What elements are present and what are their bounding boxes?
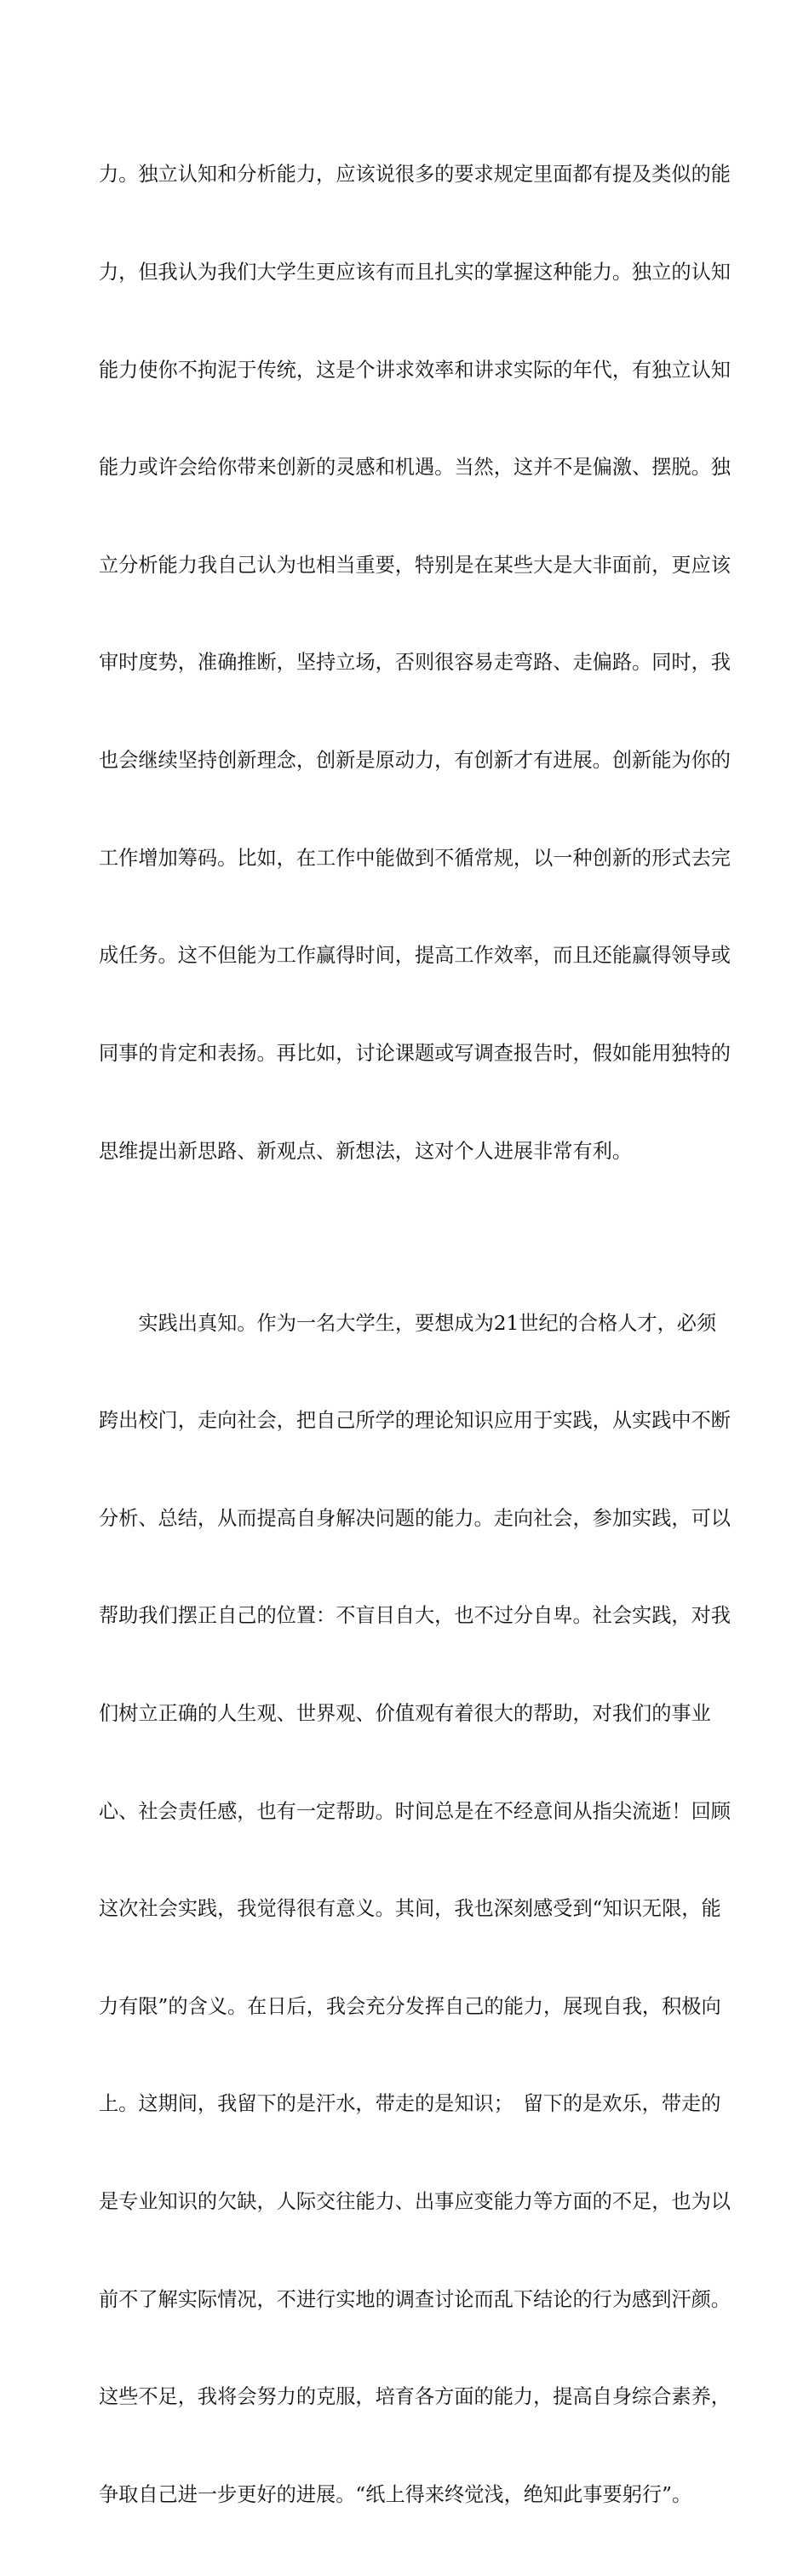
paragraph-line: 也会继续坚持创新理念，创新是原动力，有创新才有进展。创新能为你的 bbox=[99, 749, 731, 773]
paragraph-line: 前不了解实际情况，不进行实地的调查讨论而乱下结论的行为感到汗颜。 bbox=[99, 2287, 731, 2311]
paragraph-line: 同事的肯定和表扬。再比如，讨论课题或写调查报告时，假如能用独特的 bbox=[99, 1041, 731, 1065]
paragraph-line: 立分析能力我自己认为也相当重要，特别是在某些大是大非面前，更应该 bbox=[99, 553, 731, 577]
paragraph-line: 能力或许会给你带来创新的灵感和机遇。当然，这并不是偏激、摆脱。独 bbox=[99, 456, 731, 480]
paragraph-line: 成任务。这不但能为工作赢得时间，提高工作效率，而且还能赢得领导或 bbox=[99, 944, 731, 968]
document-body bbox=[99, 94, 731, 2576]
paragraph-line: 是专业知识的欠缺，人际交往能力、出事应变能力等方面的不足，也为以 bbox=[99, 2190, 731, 2213]
paragraph-line: 力。独立认知和分析能力，应该说很多的要求规定里面都有提及类似的能 bbox=[99, 163, 731, 187]
paragraph-line: 上。这期间，我留下的是汗水，带走的是知识； 留下的是欢乐，带走的 bbox=[99, 2092, 721, 2116]
paragraph-line: 心、社会责任感，也有一定帮助。时间总是在不经意间从指尖流逝！回顾 bbox=[99, 1799, 731, 1823]
paragraph-line: 思维提出新思路、新观点、新想法，这对个人进展非常有利。 bbox=[99, 1139, 633, 1163]
paragraph-line: 工作增加筹码。比如，在工作中能做到不循常规，以一种创新的形式去完 bbox=[99, 846, 731, 870]
paragraph-line: 分析、总结，从而提高自身解决问题的能力。走向社会，参加实践，可以 bbox=[99, 1506, 731, 1530]
paragraph-line: 跨出校门，走向社会，把自己所学的理论知识应用于实践，从实践中不断 bbox=[99, 1409, 731, 1433]
paragraph-1 bbox=[99, 94, 731, 1233]
paragraph-line: 力有限”的含义。在日后，我会充分发挥自己的能力，展现自我，积极向 bbox=[99, 1994, 721, 2018]
paragraph-line: 争取自己进一步更好的进展。“纸上得来终觉浅，绝知此事要躬行”。 bbox=[99, 2482, 692, 2506]
paragraph-line: 帮助我们摆正自己的位置：不盲目自大，也不过分自卑。社会实践，对我 bbox=[99, 1604, 731, 1628]
paragraph-line: 这些不足，我将会努力的克服，培育各方面的能力，提高自身综合素养， bbox=[99, 2385, 731, 2409]
paragraph-2 bbox=[99, 1242, 731, 2576]
paragraph-first-line: 实践出真知。作为一名大学生，要想成为21世纪的合格人才，必须 bbox=[138, 1311, 717, 1335]
paragraph-line: 力，但我认为我们大学生更应该有而且扎实的掌握这种能力。独立的认知 bbox=[99, 261, 731, 285]
paragraph-line: 们树立正确的人生观、世界观、价值观有着很大的帮助，对我们的事业 bbox=[99, 1701, 711, 1725]
paragraph-line: 审时度势，准确推断，坚持立场，否则很容易走弯路、走偏路。同时，我 bbox=[99, 651, 731, 675]
paragraph-line: 这次社会实践，我觉得很有意义。其间，我也深刻感受到“知识无限，能 bbox=[99, 1897, 721, 1921]
paragraph-line: 能力使你不拘泥于传统，这是个讲求效率和讲求实际的年代，有独立认知 bbox=[99, 358, 731, 382]
